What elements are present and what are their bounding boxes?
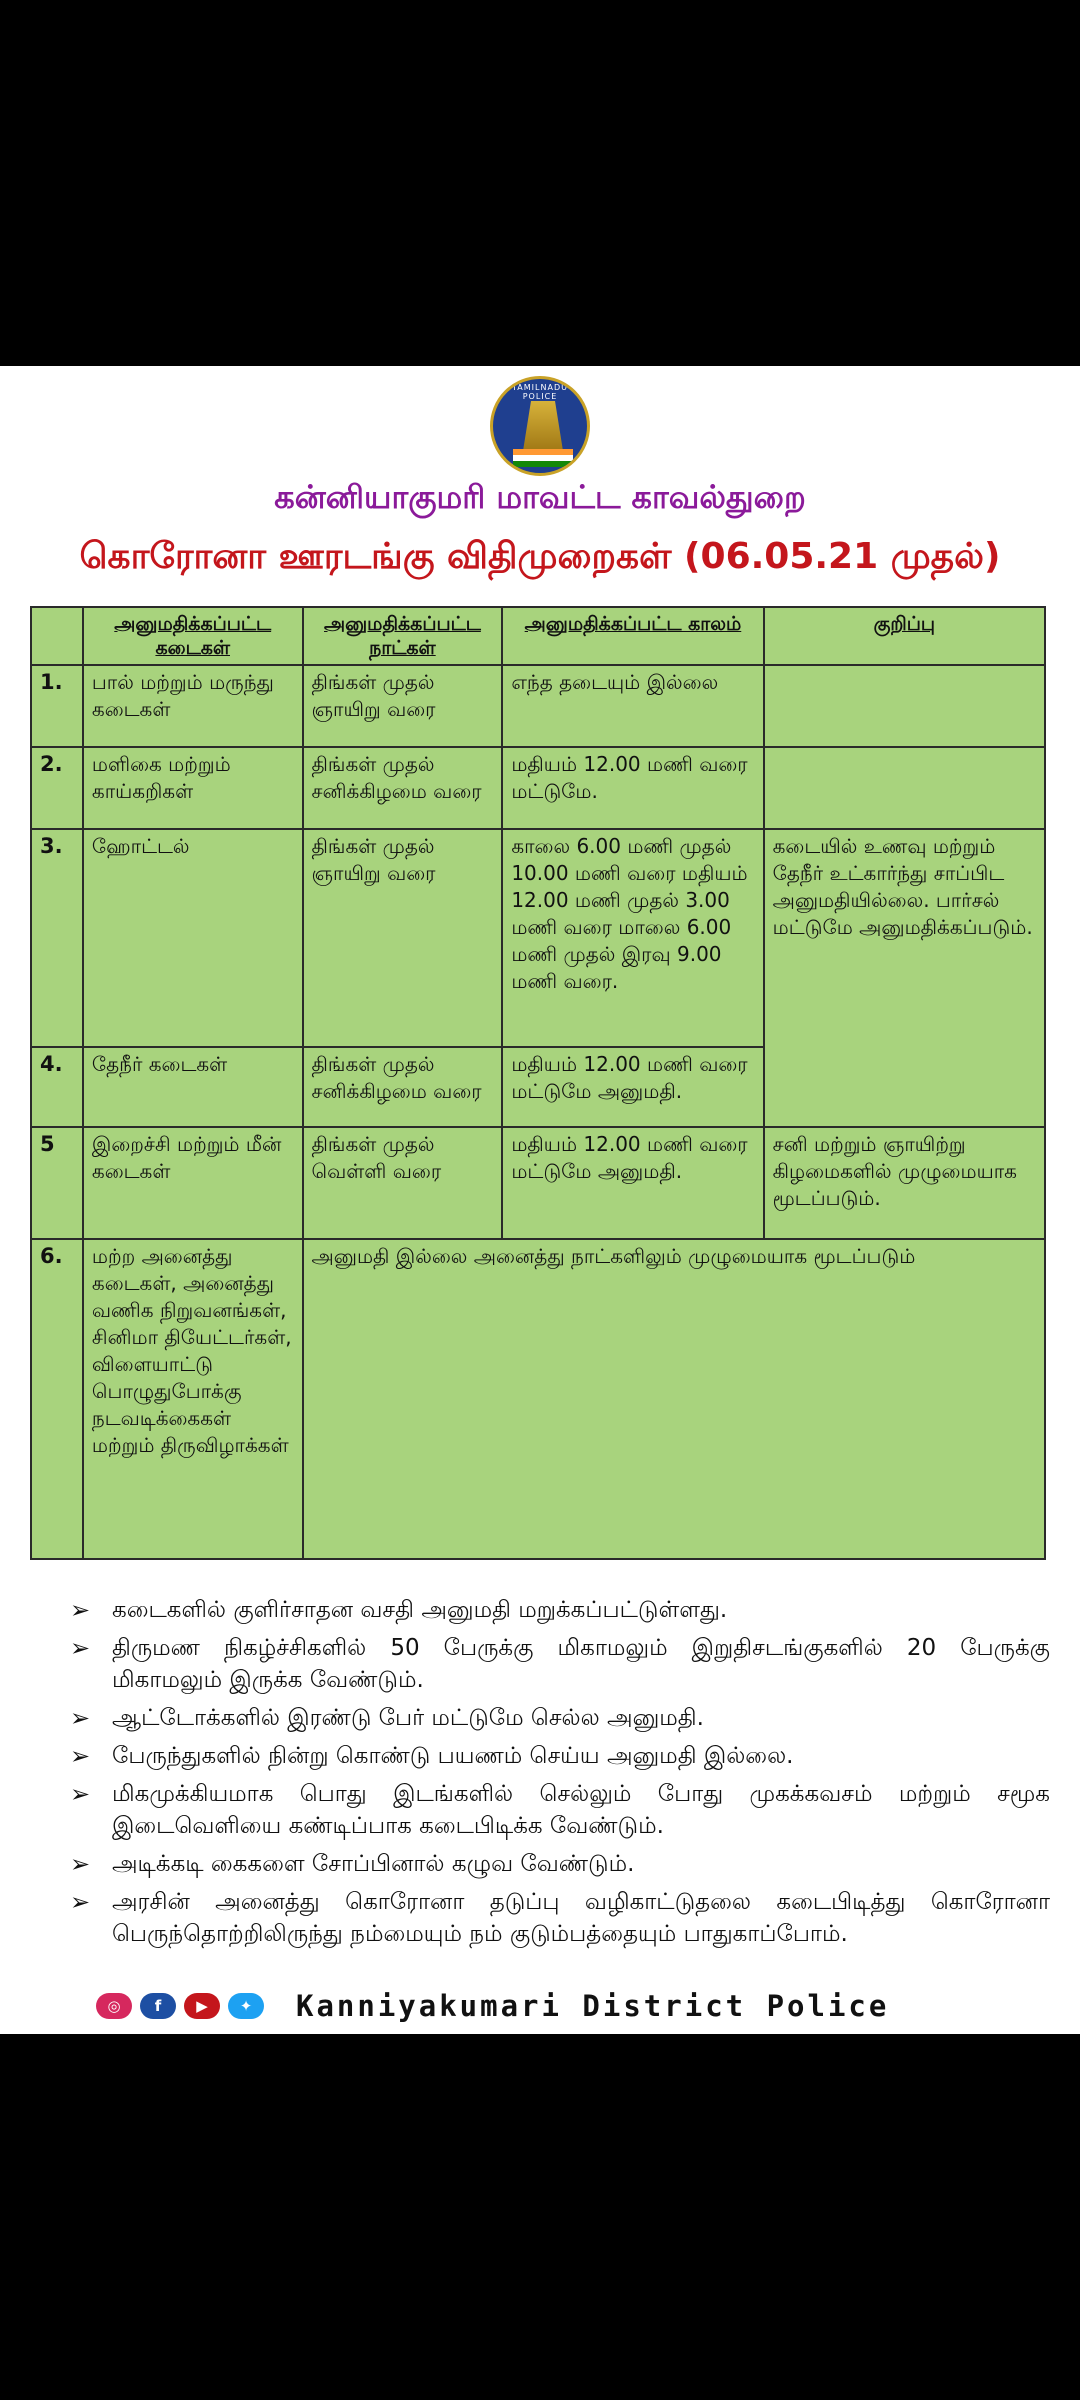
header-days: அனுமதிக்கப்பட்ட நாட்கள்	[303, 607, 503, 665]
row-time: மதியம் 12.00 மணி வரை மட்டுமே அனுமதி.	[502, 1047, 763, 1127]
bullet-text: ஆட்டோக்களில் இரண்டு பேர் மட்டுமே செல்ல அனுமதி.	[112, 1705, 704, 1731]
row-time: மதியம் 12.00 மணி வரை மட்டுமே அனுமதி.	[502, 1127, 763, 1239]
list-item	[70, 1778, 1050, 1842]
row-shop: இறைச்சி மற்றும் மீன் கடைகள்	[83, 1127, 303, 1239]
row-shop: தேநீர் கடைகள்	[83, 1047, 303, 1127]
row-num: 5	[31, 1127, 83, 1239]
list-item	[70, 1740, 1050, 1772]
arrow-icon: ➢	[70, 1742, 91, 1770]
list-item	[70, 1848, 1050, 1880]
row-note	[764, 665, 1045, 747]
row-closed-note: அனுமதி இல்லை அனைத்து நாட்களிலும் முழுமையாக மூடப்படும்	[303, 1239, 1045, 1559]
bullet-text: கடைகளில் குளிர்சாதன வசதி அனுமதி மறுக்கப்பட்டுள்ளது.	[112, 1597, 728, 1623]
arrow-icon: ➢	[70, 1780, 91, 1808]
row-time: எந்த தடையும் இல்லை	[502, 665, 763, 747]
arrow-icon: ➢	[70, 1850, 91, 1878]
row-note	[764, 747, 1045, 829]
row-time: மதியம் 12.00 மணி வரை மட்டுமே.	[502, 747, 763, 829]
list-item	[70, 1702, 1050, 1734]
notice-card	[0, 366, 1080, 2034]
guidelines-list	[70, 1594, 1050, 1956]
row-shop: ஹோட்டல்	[83, 829, 303, 1047]
rules-table	[30, 606, 1046, 1560]
bullet-text: அரசின் அனைத்து கொரோனா தடுப்பு வழிகாட்டுதலை கடைபிடித்து கொரோனா பெருந்தொற்றிலிருந்து நம்மையும் நம் குடும்பத்தையும் பாதுகாப்போம்.	[112, 1889, 1050, 1947]
bullet-text: பேருந்துகளில் நின்று கொண்டு பயணம் செய்ய அனுமதி இல்லை.	[112, 1743, 794, 1769]
row-days: திங்கள் முதல் சனிக்கிழமை வரை	[303, 747, 503, 829]
header-num	[31, 607, 83, 665]
arrow-icon: ➢	[70, 1634, 91, 1662]
arrow-icon: ➢	[70, 1596, 91, 1624]
row-num: 6.	[31, 1239, 83, 1559]
footer	[96, 1986, 996, 2026]
bullet-text: திருமண நிகழ்ச்சிகளில் 50 பேருக்கு மிகாமலும் இறுதிசடங்குகளில் 20 பேருக்கு மிகாமலும் இருக்க வேண்டும்.	[112, 1635, 1050, 1693]
row-shop: மற்ற அனைத்து கடைகள், அனைத்து வணிக நிறுவனங்கள், சினிமா தியேட்டர்கள், விளையாட்டு பொழுதுபோக்கு நடவடிக்கைகள் மற்றும் திருவிழாக்கள்	[83, 1239, 303, 1559]
table-row	[31, 665, 1045, 747]
list-item	[70, 1886, 1050, 1950]
youtube-icon: ▶	[184, 1993, 220, 2019]
tamilnadu-police-logo	[490, 376, 590, 476]
row-time: காலை 6.00 மணி முதல் 10.00 மணி வரை மதியம் 12.00 மணி முதல் 3.00 மணி வரை மாலை 6.00 மணி முதல் இரவு 9.00 மணி வரை.	[502, 829, 763, 1047]
arrow-icon: ➢	[70, 1704, 91, 1732]
row-days: திங்கள் முதல் சனிக்கிழமை வரை	[303, 1047, 503, 1127]
table-row	[31, 1239, 1045, 1559]
row-note: சனி மற்றும் ஞாயிற்று கிழமைகளில் முழுமையாக மூடப்படும்.	[764, 1127, 1045, 1239]
row-shop: பால் மற்றும் மருந்து கடைகள்	[83, 665, 303, 747]
list-item	[70, 1594, 1050, 1626]
row-num: 1.	[31, 665, 83, 747]
district-title: கன்னியாகுமரி மாவட்ட காவல்துறை	[274, 478, 806, 516]
table-row	[31, 829, 1045, 1047]
arrow-icon: ➢	[70, 1888, 91, 1916]
row-shop: மளிகை மற்றும் காய்கறிகள்	[83, 747, 303, 829]
row-num: 4.	[31, 1047, 83, 1127]
main-title: கொரோனா ஊரடங்கு விதிமுறைகள் (06.05.21 முதல்)	[79, 536, 1001, 577]
row-num: 3.	[31, 829, 83, 1047]
footer-text: Kanniyakumari District Police	[296, 1989, 890, 2023]
bullet-text: அடிக்கடி கைகளை சோப்பினால் கழுவ வேண்டும்.	[112, 1851, 635, 1877]
header-time: அனுமதிக்கப்பட்ட காலம்	[502, 607, 763, 665]
list-item	[70, 1632, 1050, 1696]
header-shops: அனுமதிக்கப்பட்ட கடைகள்	[83, 607, 303, 665]
logo-text: TAMILNADU POLICE	[512, 383, 568, 401]
header-note: குறிப்பு	[764, 607, 1045, 665]
row-days: திங்கள் முதல் வெள்ளி வரை	[303, 1127, 503, 1239]
instagram-icon: ◎	[96, 1993, 132, 2019]
table-row	[31, 747, 1045, 829]
table-row	[31, 1127, 1045, 1239]
hotel-tea-note: கடையில் உணவு மற்றும் தேநீர் உட்கார்ந்து சாப்பிட அனுமதியில்லை. பார்சல் மட்டுமே அனுமதிக்கப்படும்.	[764, 829, 1045, 1127]
row-days: திங்கள் முதல் ஞாயிறு வரை	[303, 829, 503, 1047]
bullet-text: மிகமுக்கியமாக பொது இடங்களில் செல்லும் போது முகக்கவசம் மற்றும் சமூக இடைவெளியை கண்டிப்பாக கடைபிடிக்க வேண்டும்.	[112, 1781, 1050, 1839]
facebook-icon: f	[140, 1993, 176, 2019]
row-days: திங்கள் முதல் ஞாயிறு வரை	[303, 665, 503, 747]
twitter-icon: ✦	[228, 1993, 264, 2019]
table-header-row	[31, 607, 1045, 665]
row-num: 2.	[31, 747, 83, 829]
